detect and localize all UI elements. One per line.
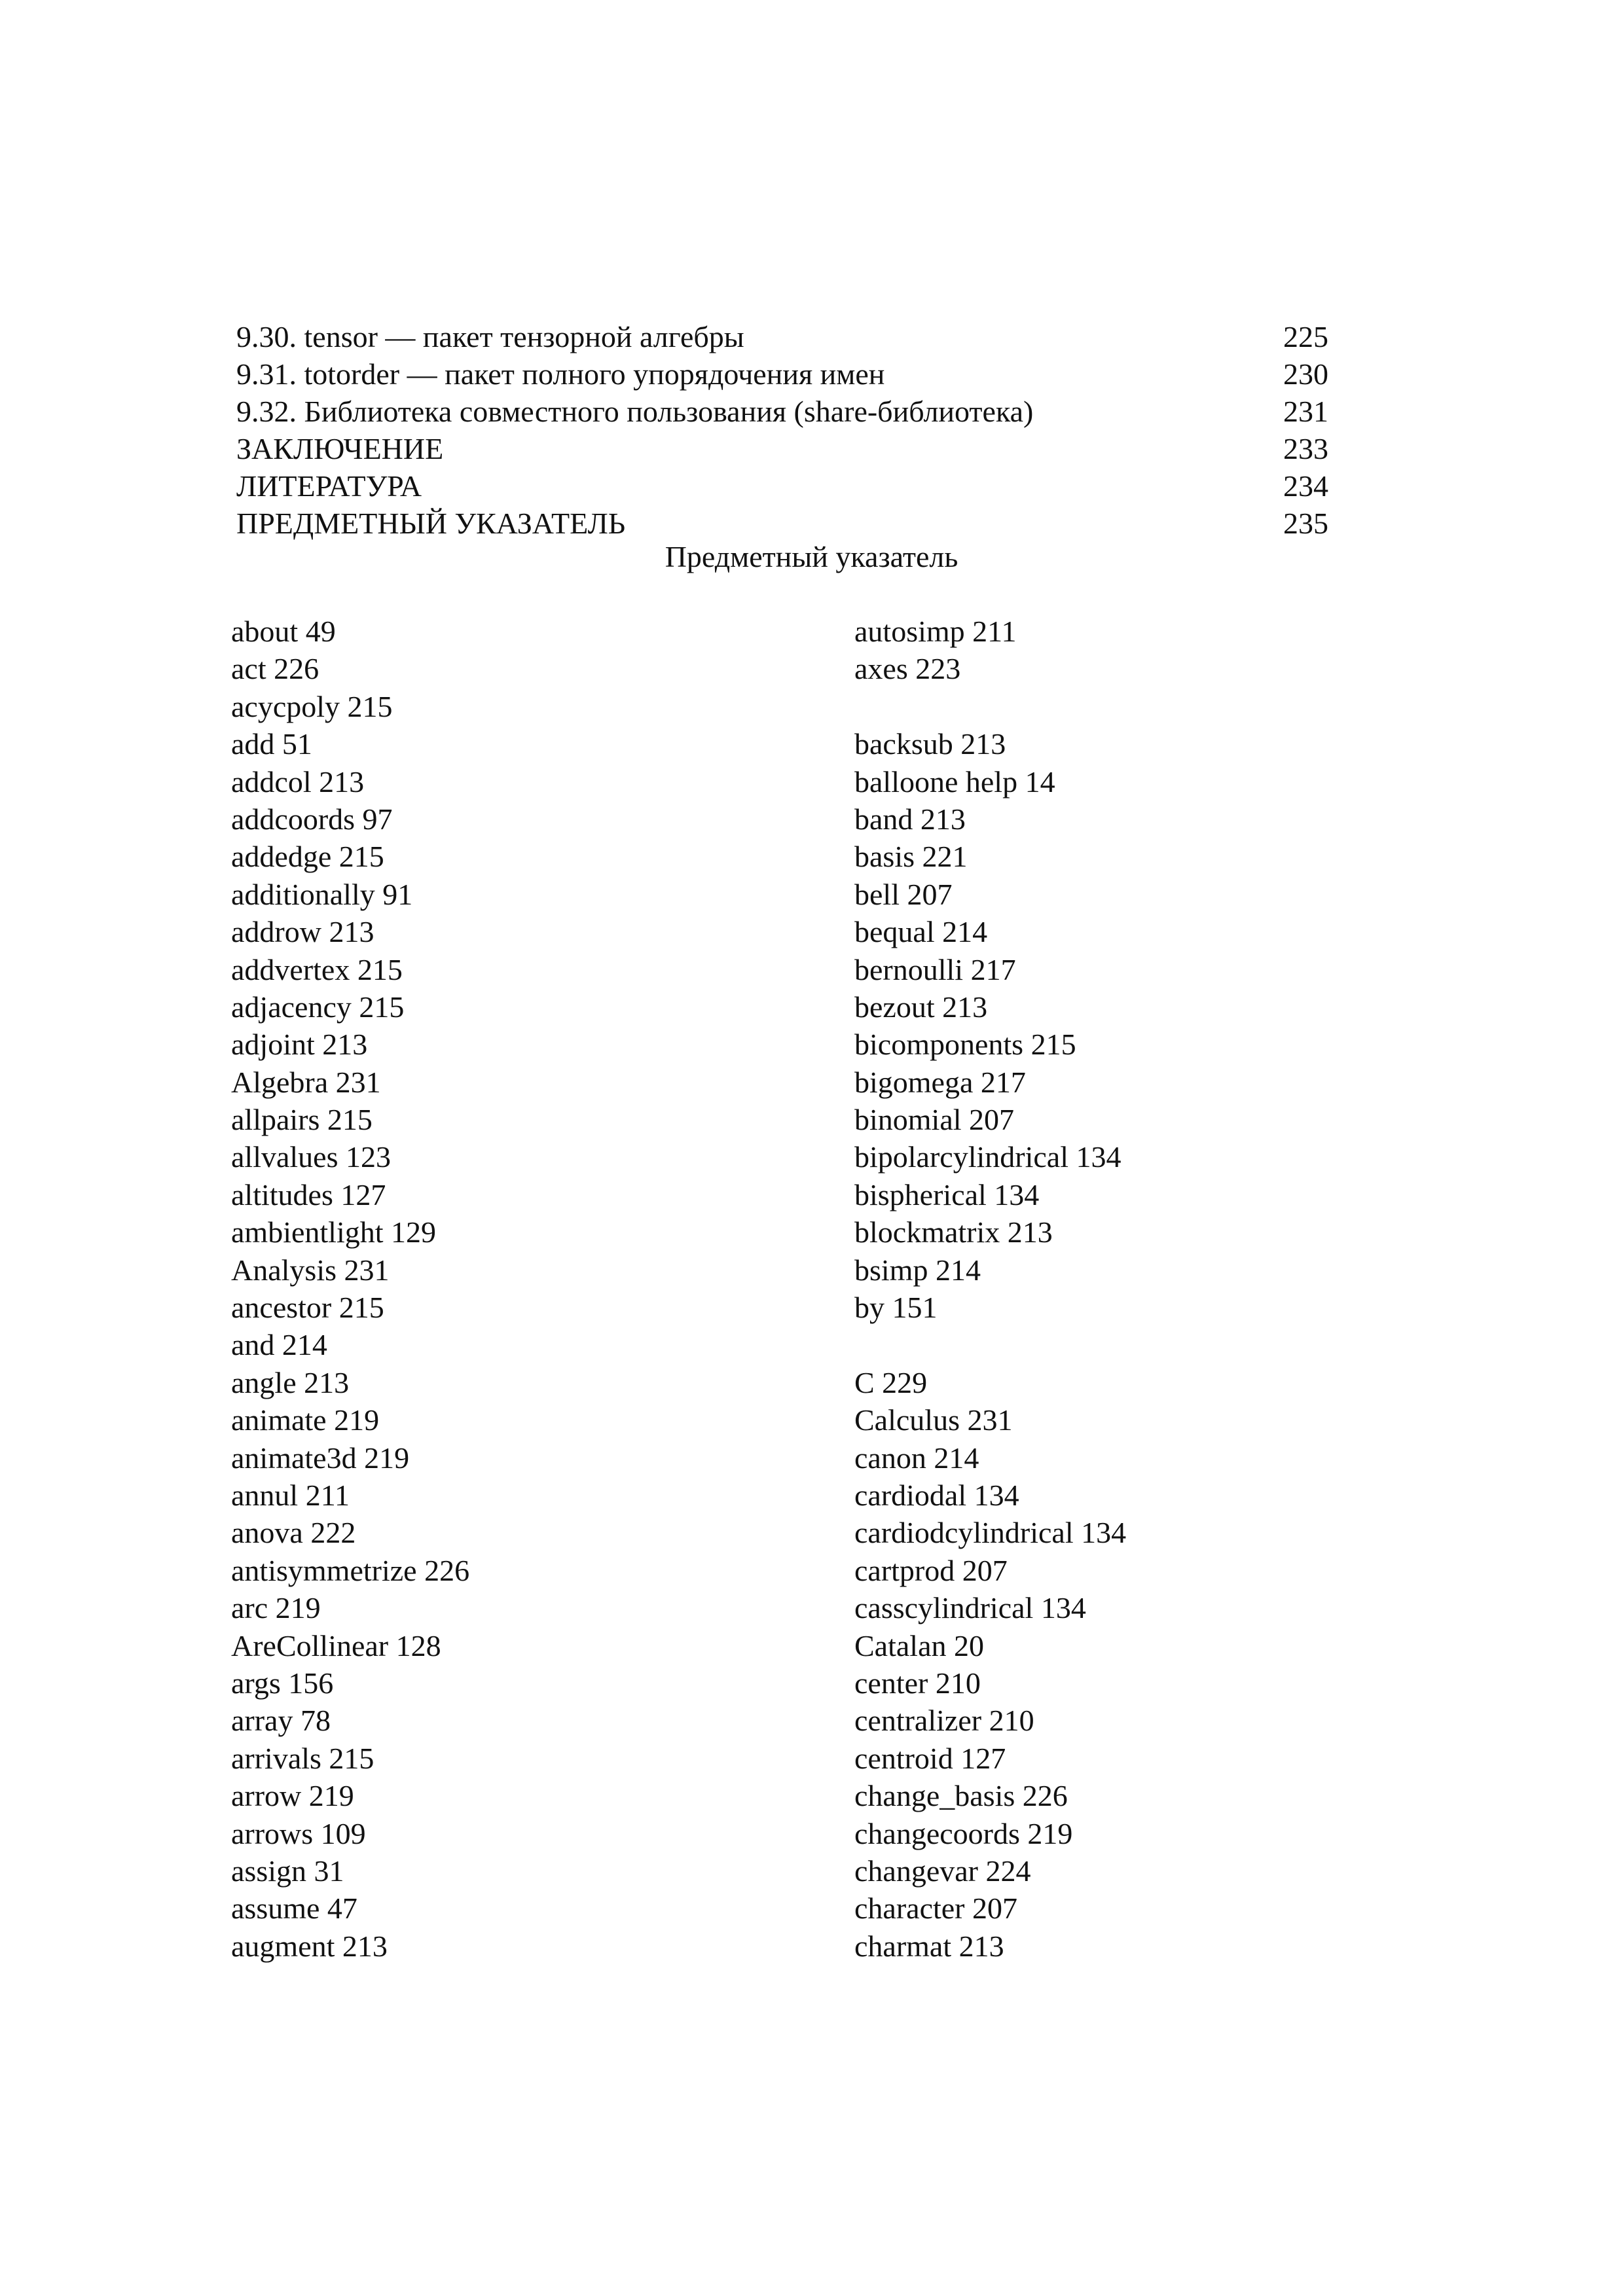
index-entry: act 226 bbox=[231, 652, 319, 686]
index-entry: addedge 215 bbox=[231, 840, 384, 874]
index-entry: acycpoly 215 bbox=[231, 689, 393, 723]
index-entry: ancestor 215 bbox=[231, 1291, 384, 1325]
index-entry: character 207 bbox=[854, 1892, 1018, 1926]
index-entry: by 151 bbox=[854, 1291, 938, 1325]
index-entry: blockmatrix 213 bbox=[854, 1215, 1053, 1249]
toc-title: ЗАКЛЮЧЕНИЕ bbox=[236, 432, 444, 465]
index-entry: casscylindrical 134 bbox=[854, 1591, 1086, 1625]
index-entry: addvertex 215 bbox=[231, 952, 403, 986]
toc-title: ЛИТЕРАТУРА bbox=[236, 469, 422, 503]
index-entry: bsimp 214 bbox=[854, 1253, 981, 1287]
index-entry: charmat 213 bbox=[854, 1929, 1004, 1963]
index-entry: about 49 bbox=[231, 615, 336, 648]
index-entry: Analysis 231 bbox=[231, 1253, 390, 1287]
index-entry: Catalan 20 bbox=[854, 1628, 984, 1662]
index-entry: axes 223 bbox=[854, 652, 961, 686]
toc-title: 9.31. totorder — пакет полного упорядочения имен bbox=[236, 357, 885, 391]
index-entry: centralizer 210 bbox=[854, 1704, 1034, 1738]
index-heading: Предметный указатель bbox=[665, 540, 958, 573]
index-entry: annul 211 bbox=[231, 1478, 350, 1512]
index-entry: arc 219 bbox=[231, 1591, 321, 1625]
index-entry: bezout 213 bbox=[854, 990, 988, 1024]
index-entry: addrow 213 bbox=[231, 915, 374, 949]
index-entry: bispherical 134 bbox=[854, 1177, 1040, 1211]
index-entry: args 156 bbox=[231, 1666, 334, 1700]
index-entry: adjoint 213 bbox=[231, 1028, 368, 1062]
index-entry: add 51 bbox=[231, 727, 312, 761]
index-entry: and 214 bbox=[231, 1328, 327, 1362]
index-entry: animate3d 219 bbox=[231, 1441, 410, 1475]
index-entry: arrow 219 bbox=[231, 1779, 354, 1813]
toc-row bbox=[236, 505, 1328, 543]
index-entry: cardiodcylindrical 134 bbox=[854, 1516, 1127, 1550]
toc-title: 9.32. Библиотека совместного пользования (share-библиотека) bbox=[236, 395, 1034, 428]
index-entry: adjacency 215 bbox=[231, 990, 405, 1024]
index-entry: C 229 bbox=[854, 1365, 928, 1399]
index-entry: angle 213 bbox=[231, 1365, 350, 1399]
index-entry: Algebra 231 bbox=[231, 1065, 381, 1099]
index-entry: arrivals 215 bbox=[231, 1741, 374, 1775]
index-entry: backsub 213 bbox=[854, 727, 1006, 761]
index-entry: change_basis 226 bbox=[854, 1779, 1068, 1813]
toc-page-number: 233 bbox=[1283, 432, 1328, 465]
index-entry: arrows 109 bbox=[231, 1816, 366, 1850]
toc-page-number: 235 bbox=[1283, 507, 1328, 540]
index-entry: addcol 213 bbox=[231, 764, 365, 798]
index-entry: bell 207 bbox=[854, 877, 953, 911]
index-entry: allpairs 215 bbox=[231, 1103, 373, 1137]
index-entry: bipolarcylindrical 134 bbox=[854, 1140, 1122, 1174]
toc-row bbox=[236, 430, 1328, 468]
index-entry: center 210 bbox=[854, 1666, 981, 1700]
toc-title: 9.30. tensor — пакет тензорной алгебры bbox=[236, 320, 744, 353]
index-entry: anova 222 bbox=[231, 1516, 356, 1550]
index-entry: Calculus 231 bbox=[854, 1403, 1013, 1437]
index-entry: cartprod 207 bbox=[854, 1553, 1008, 1587]
index-entry: balloone help 14 bbox=[854, 764, 1055, 798]
toc-page-number: 234 bbox=[1283, 469, 1328, 503]
index-entry: antisymmetrize 226 bbox=[231, 1553, 470, 1587]
toc-row bbox=[236, 318, 1328, 356]
index-entry: augment 213 bbox=[231, 1929, 388, 1963]
index-column-right bbox=[854, 613, 1126, 1965]
index-entry: altitudes 127 bbox=[231, 1177, 386, 1211]
index-entry: bernoulli 217 bbox=[854, 952, 1016, 986]
index-entry: cardiodal 134 bbox=[854, 1478, 1019, 1512]
index-entry: addcoords 97 bbox=[231, 802, 393, 836]
toc-row bbox=[236, 393, 1328, 431]
index-entry: basis 221 bbox=[854, 840, 968, 874]
toc-page-number: 230 bbox=[1283, 357, 1328, 391]
index-entry: changecoords 219 bbox=[854, 1816, 1073, 1850]
index-entry: canon 214 bbox=[854, 1441, 979, 1475]
index-entry: additionally 91 bbox=[231, 877, 413, 911]
index-entry: band 213 bbox=[854, 802, 966, 836]
toc-page-number: 225 bbox=[1283, 320, 1328, 353]
index-entry: animate 219 bbox=[231, 1403, 380, 1437]
index-entry: assign 31 bbox=[231, 1854, 344, 1888]
index-entry: bigomega 217 bbox=[854, 1065, 1026, 1099]
index-entry: centroid 127 bbox=[854, 1741, 1006, 1775]
index-entry: changevar 224 bbox=[854, 1854, 1031, 1888]
index-entry: ambientlight 129 bbox=[231, 1215, 437, 1249]
index-entry: autosimp 211 bbox=[854, 615, 1017, 648]
index-entry: AreCollinear 128 bbox=[231, 1628, 441, 1662]
index-column-left bbox=[231, 613, 469, 1965]
toc-page-number: 231 bbox=[1283, 395, 1328, 428]
index-entry: binomial 207 bbox=[854, 1103, 1015, 1137]
index-entry: array 78 bbox=[231, 1704, 331, 1738]
toc-row bbox=[236, 355, 1328, 393]
toc-row bbox=[236, 467, 1328, 505]
index-entry: allvalues 123 bbox=[231, 1140, 391, 1174]
index-entry: assume 47 bbox=[231, 1892, 357, 1926]
index-entry: bicomponents 215 bbox=[854, 1028, 1076, 1062]
index-entry: bequal 214 bbox=[854, 915, 988, 949]
toc-title: ПРЕДМЕТНЫЙ УКАЗАТЕЛЬ bbox=[236, 507, 626, 540]
